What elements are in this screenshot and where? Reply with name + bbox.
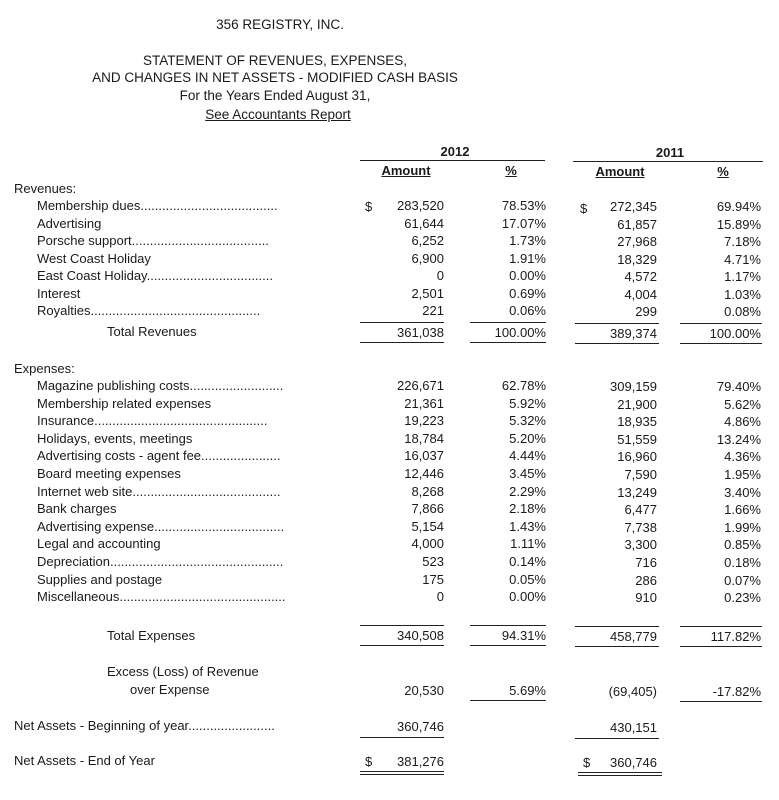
excess-label-line1: Excess (Loss) of Revenue — [107, 664, 259, 679]
expenses-row-label — [37, 413, 267, 429]
expenses-row-2012-pct: 1.11% — [510, 536, 546, 552]
revenues-row-2011-amount: 4,572 — [624, 269, 657, 284]
amount-2012-header: Amount — [381, 163, 431, 178]
total-expenses-2011-amount: 458,779 — [610, 629, 657, 644]
expenses-row-2011-amount: 13,249 — [617, 484, 657, 500]
revenues-row-2012-amount: 6,900 — [411, 250, 444, 266]
row-label-text: Magazine publishing costs — [37, 378, 190, 393]
expenses-row-label — [37, 519, 284, 535]
expenses-row-2012-amount: 0 — [436, 589, 444, 605]
begin-rule-a12 — [360, 737, 444, 738]
revenues-row-2011-amount: 18,329 — [617, 251, 657, 267]
expenses-row-2012-amount: 8,268 — [411, 483, 444, 499]
leader-dots: ...................................... — [131, 233, 269, 248]
expenses-row-label — [37, 466, 181, 482]
excess-rule-p12 — [470, 700, 546, 701]
revenues-row-label — [37, 268, 273, 284]
expenses-row-label — [37, 396, 211, 412]
revenues-row-label — [37, 251, 151, 267]
expenses-row-2012-pct: 0.05% — [509, 571, 546, 587]
exp-total-rule-a11 — [575, 646, 659, 647]
leader-dots: .......................... — [189, 378, 284, 393]
expenses-row-label — [37, 448, 281, 464]
expenses-row-2011-pct: 1.66% — [724, 502, 761, 518]
revenues-row-2011-pct: 1.03% — [724, 286, 761, 302]
total-revenues-2011-amount: 389,374 — [610, 326, 657, 341]
expenses-row-2011-amount: 286 — [635, 572, 657, 588]
statement-period: For the Years Ended August 31, — [179, 88, 371, 103]
expenses-row-2011-pct: 4.36% — [724, 449, 761, 465]
expenses-row-2011-pct: 13.24% — [716, 431, 761, 447]
row-label-text: Insurance — [37, 413, 95, 429]
leader-dots: ...................................... — [140, 198, 278, 213]
row-label-text: Miscellaneous — [37, 589, 120, 605]
revenues-row-2011-pct: 15.89% — [716, 216, 761, 232]
exp-subtotal-rule-a12 — [360, 625, 444, 626]
expenses-row-label — [37, 536, 161, 552]
expenses-row-2011-pct: 0.07% — [724, 572, 761, 588]
year-2012-header: 2012 — [440, 144, 470, 159]
net-assets-beginning-2012: 360,746 — [397, 719, 444, 734]
row-label-text: Membership related expenses — [37, 395, 212, 411]
revenues-row-2011-pct: 4.71% — [724, 251, 761, 267]
total-revenues-2011-pct: 100.00% — [709, 326, 761, 341]
expenses-row-2011-amount: 16,960 — [617, 449, 657, 465]
expenses-row-2012-pct: 5.92% — [509, 395, 546, 411]
rev-subtotal-rule-p12 — [470, 322, 546, 323]
company-name: 356 REGISTRY, INC. — [216, 17, 344, 32]
expenses-row-label — [37, 589, 286, 605]
exp-subtotal-rule-a11 — [575, 626, 659, 627]
row-label-text: Membership dues — [37, 198, 141, 213]
revenues-row-2012-amount: 61,644 — [404, 215, 444, 231]
net-assets-beginning-text: Net Assets - Beginning of year — [14, 718, 189, 733]
row-label-text: Advertising — [37, 215, 102, 231]
end-rule-a12-1 — [360, 771, 444, 772]
revenues-row-2012-amount: 221 — [422, 303, 444, 318]
excess-rule-p11 — [680, 701, 762, 702]
revenues-heading: Revenues: — [14, 181, 77, 196]
row-label-text: Royalties — [37, 303, 91, 318]
end-rule-a12-2 — [360, 774, 444, 775]
amount-2011-header: Amount — [595, 164, 645, 179]
pct-2011-header: % — [717, 164, 729, 179]
exp-total-rule-p11 — [680, 646, 762, 647]
leader-dots: ........................ — [188, 718, 275, 733]
expenses-row-2012-amount: 175 — [422, 571, 444, 587]
row-label-text: West Coast Holiday — [37, 250, 151, 266]
expenses-row-2011-pct: 1.95% — [724, 467, 761, 482]
revenues-row-label — [37, 286, 80, 302]
expenses-row-2011-pct: 0.85% — [724, 537, 761, 553]
expenses-row-2012-amount: 19,223 — [404, 413, 444, 429]
row-label-text: Depreciation — [37, 554, 110, 569]
revenues-row-2011-amount: 272,345 — [610, 199, 657, 214]
total-revenues-2012-amount: 361,038 — [397, 325, 444, 340]
expenses-row-2012-amount: 7,866 — [411, 501, 444, 517]
expenses-row-2012-amount: 226,671 — [397, 378, 444, 393]
year-2012-rule — [360, 160, 545, 161]
expenses-row-2012-pct: 3.45% — [509, 466, 546, 481]
currency-symbol-2012: $ — [365, 199, 373, 214]
revenues-row-2012-amount: 6,252 — [411, 233, 444, 248]
expenses-row-2012-pct: 0.00% — [509, 589, 546, 605]
revenues-row-2012-pct: 0.69% — [509, 285, 546, 301]
expenses-row-2012-pct: 5.32% — [509, 413, 546, 429]
rev-subtotal-rule-p11 — [680, 323, 762, 324]
revenues-row-2011-amount: 299 — [635, 304, 657, 319]
rev-subtotal-rule-a11 — [575, 323, 659, 324]
expenses-row-label — [37, 554, 283, 570]
revenues-row-2011-amount: 27,968 — [617, 234, 657, 249]
expenses-row-2012-pct: 1.43% — [509, 518, 546, 534]
rev-total-rule-a11 — [575, 343, 659, 344]
total-revenues-2012-pct: 100.00% — [494, 325, 546, 340]
revenues-row-2012-pct: 0.00% — [509, 268, 546, 283]
excess-2011-pct: -17.82% — [712, 684, 761, 699]
revenues-row-label — [37, 216, 101, 232]
revenues-row-2011-amount: 61,857 — [617, 216, 657, 232]
row-label-text: Advertising expense — [37, 518, 155, 534]
rev-total-rule-a12 — [360, 342, 444, 343]
net-assets-beginning-label — [14, 718, 275, 734]
end-currency-2011: $ — [583, 755, 591, 770]
rev-subtotal-rule-a12 — [360, 322, 444, 323]
expenses-row-2011-amount: 7,738 — [624, 519, 657, 535]
revenues-row-2012-pct: 1.91% — [509, 250, 546, 266]
leader-dots: .............................................. — [119, 589, 286, 605]
year-2011-rule — [573, 161, 763, 162]
expenses-row-2011-amount: 309,159 — [610, 379, 657, 394]
expenses-row-2011-amount: 18,935 — [617, 414, 657, 430]
exp-subtotal-rule-p11 — [680, 626, 762, 627]
currency-symbol-2011: $ — [580, 201, 588, 216]
expenses-row-2012-amount: 12,446 — [404, 466, 444, 481]
expenses-row-2012-amount: 523 — [422, 554, 444, 569]
rev-total-rule-p12 — [470, 342, 546, 343]
total-expenses-label: Total Expenses — [107, 628, 196, 643]
expenses-row-2011-pct: 1.99% — [724, 519, 761, 535]
expenses-row-2012-amount: 5,154 — [411, 518, 444, 534]
end-rule-a11-1 — [578, 772, 662, 773]
leader-dots: ...................... — [201, 448, 281, 464]
revenues-row-2012-amount: 2,501 — [411, 285, 444, 301]
pct-2012-header: % — [505, 163, 517, 178]
expenses-row-label — [37, 484, 280, 500]
leader-dots: ............................................... — [90, 303, 261, 318]
expenses-row-2012-amount: 4,000 — [411, 536, 444, 552]
expenses-row-2011-amount: 716 — [635, 555, 657, 570]
expenses-row-2011-pct: 79.40% — [716, 379, 761, 394]
total-expenses-2011-pct: 117.82% — [710, 629, 761, 644]
revenues-row-2012-pct: 78.53% — [501, 198, 546, 213]
exp-subtotal-rule-p12 — [470, 625, 546, 626]
expenses-heading: Expenses: — [14, 361, 75, 376]
excess-2011-amount: (69,405) — [608, 684, 657, 699]
row-label-text: Interest — [37, 285, 81, 301]
revenues-row-label — [37, 198, 278, 214]
revenues-row-2012-pct: 0.06% — [509, 303, 546, 318]
row-label-text: Bank charges — [37, 501, 117, 517]
expenses-row-2011-amount: 910 — [635, 590, 657, 606]
year-2011-header: 2011 — [655, 145, 685, 160]
end-currency-2012: $ — [365, 754, 373, 769]
expenses-row-2012-pct: 2.29% — [509, 483, 546, 499]
row-label-text: Holidays, events, meetings — [37, 430, 193, 446]
excess-2012-amount: 20,530 — [404, 683, 444, 698]
expenses-row-2012-amount: 21,361 — [404, 395, 444, 411]
revenues-row-2012-pct: 1.73% — [509, 233, 546, 248]
expenses-row-2012-pct: 2.18% — [509, 501, 546, 517]
row-label-text: Board meeting expenses — [37, 466, 181, 481]
row-label-text: Porsche support — [37, 233, 132, 248]
expenses-row-2011-pct: 0.23% — [724, 590, 761, 606]
expenses-row-2011-pct: 0.18% — [724, 555, 761, 570]
expenses-row-label — [37, 378, 283, 394]
expenses-row-2011-pct: 3.40% — [724, 484, 761, 500]
excess-2012-pct: 5.69% — [509, 683, 546, 698]
exp-total-rule-p12 — [470, 645, 546, 646]
revenues-row-label — [37, 303, 260, 319]
expenses-row-2011-amount: 3,300 — [624, 537, 657, 553]
end-rule-a11-2 — [578, 775, 662, 776]
expenses-row-label — [37, 501, 117, 517]
total-expenses-2012-pct: 94.31% — [501, 628, 546, 643]
revenues-row-2012-pct: 17.07% — [501, 215, 546, 231]
row-label-text: Internet web site — [37, 483, 133, 499]
expenses-row-2012-amount: 16,037 — [404, 448, 444, 464]
total-expenses-2012-amount: 340,508 — [397, 628, 444, 643]
expenses-row-2011-amount: 21,900 — [617, 396, 657, 412]
row-label-text: Supplies and postage — [37, 571, 163, 587]
expenses-row-label — [37, 431, 192, 447]
leader-dots: ................................................ — [110, 554, 284, 569]
expenses-row-label — [37, 572, 162, 588]
net-assets-end-2012: 381,276 — [397, 754, 444, 769]
total-revenues-label: Total Revenues — [107, 324, 197, 339]
row-label-text: Legal and accounting — [37, 536, 161, 552]
rev-total-rule-p11 — [680, 343, 762, 344]
net-assets-end-2011: 360,746 — [610, 755, 657, 770]
net-assets-beginning-2011: 430,151 — [610, 720, 657, 735]
row-label-text: Advertising costs - agent fee — [37, 448, 202, 464]
revenues-row-2011-pct: 69.94% — [716, 199, 761, 214]
exp-total-rule-a12 — [360, 645, 444, 646]
leader-dots: .................................... — [154, 518, 285, 534]
expenses-row-2011-pct: 5.62% — [724, 396, 761, 412]
revenues-row-label — [37, 233, 269, 249]
expenses-row-2012-pct: 0.14% — [509, 554, 546, 569]
expenses-row-2011-amount: 51,559 — [617, 431, 657, 447]
expenses-row-2012-pct: 5.20% — [509, 430, 546, 446]
expenses-row-2011-amount: 7,590 — [624, 467, 657, 482]
statement-title-line1: STATEMENT OF REVENUES, EXPENSES, — [142, 53, 408, 68]
revenues-row-2012-amount: 0 — [436, 268, 444, 283]
leader-dots: ................................................ — [94, 413, 268, 429]
expenses-row-2012-pct: 4.44% — [509, 448, 546, 464]
revenues-row-2011-amount: 4,004 — [624, 286, 657, 302]
excess-label-line2: over Expense — [130, 682, 210, 697]
row-label-text: East Coast Holiday — [37, 268, 147, 283]
expenses-row-2012-pct: 62.78% — [501, 378, 546, 393]
net-assets-end-label: Net Assets - End of Year — [14, 753, 155, 768]
revenues-row-2011-pct: 7.18% — [724, 234, 761, 249]
expenses-row-2011-amount: 6,477 — [624, 502, 657, 518]
revenues-row-2011-pct: 0.08% — [724, 304, 761, 319]
revenues-row-2012-amount: 283,520 — [397, 198, 444, 213]
statement-title-line2: AND CHANGES IN NET ASSETS - MODIFIED CASH BASIS — [92, 70, 458, 85]
leader-dots: ................................... — [146, 268, 274, 283]
begin-rule-a11 — [575, 738, 659, 739]
accountants-report-note: See Accountants Report — [205, 107, 351, 122]
expenses-row-2011-pct: 4.86% — [724, 414, 761, 430]
revenues-row-2011-pct: 1.17% — [724, 269, 761, 284]
expenses-row-2012-amount: 18,784 — [404, 430, 444, 446]
leader-dots: ......................................... — [132, 483, 281, 499]
